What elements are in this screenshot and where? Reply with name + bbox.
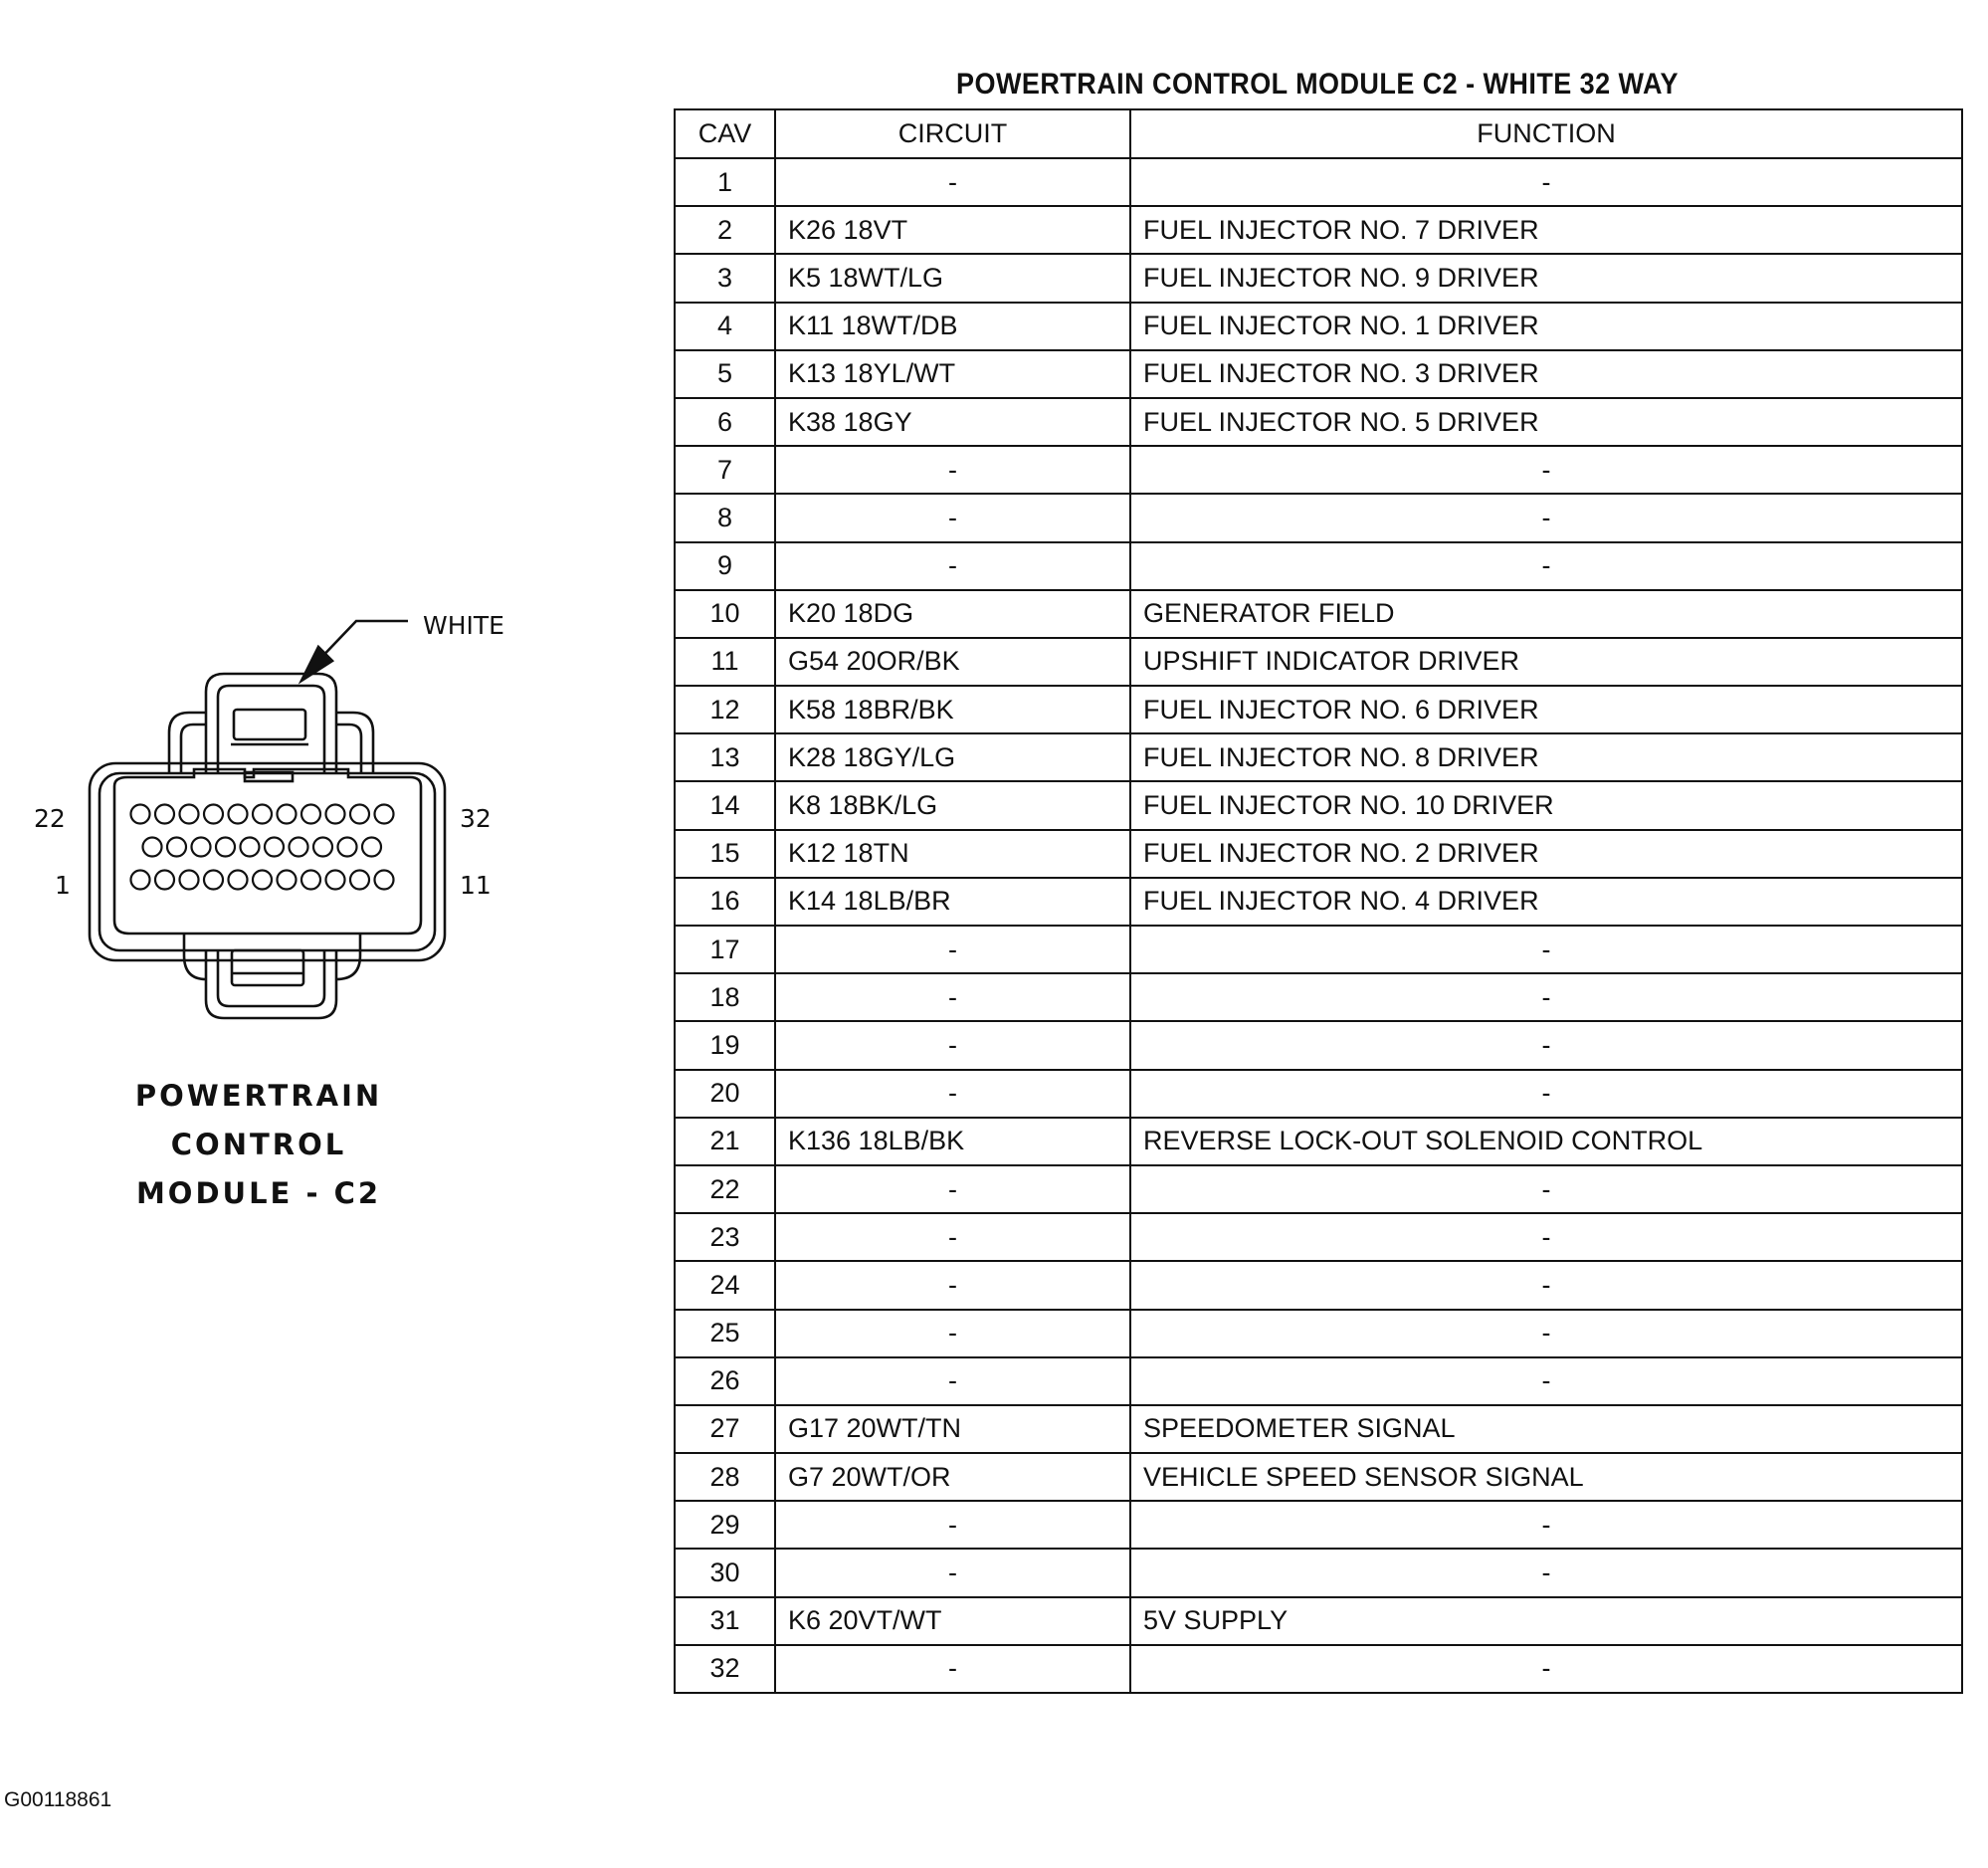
pinout-table — [674, 108, 1963, 1694]
table-row — [675, 398, 1962, 446]
table-row — [675, 973, 1962, 1021]
cav-cell: 25 — [675, 1310, 775, 1357]
table-row — [675, 542, 1962, 590]
function-cell: FUEL INJECTOR NO. 4 DRIVER — [1130, 878, 1962, 926]
cav-cell: 21 — [675, 1118, 775, 1165]
table-row — [675, 590, 1962, 638]
cav-cell: 11 — [675, 638, 775, 686]
table-header-row — [675, 109, 1962, 158]
circuit-cell: K11 18WT/DB — [775, 303, 1130, 350]
function-cell: - — [1130, 1261, 1962, 1309]
function-cell: - — [1130, 494, 1962, 541]
table-row — [675, 830, 1962, 878]
circuit-cell: - — [775, 1357, 1130, 1405]
function-cell: UPSHIFT INDICATOR DRIVER — [1130, 638, 1962, 686]
table-row — [675, 1357, 1962, 1405]
table-body — [675, 158, 1962, 1693]
cav-cell: 16 — [675, 878, 775, 926]
table-row — [675, 206, 1962, 254]
cav-cell: 10 — [675, 590, 775, 638]
circuit-cell: K14 18LB/BR — [775, 878, 1130, 926]
cav-cell: 9 — [675, 542, 775, 590]
cav-cell: 26 — [675, 1357, 775, 1405]
pin-label-top-right: 32 — [460, 804, 492, 833]
cav-cell: 17 — [675, 926, 775, 973]
circuit-cell: K136 18LB/BK — [775, 1118, 1130, 1165]
cav-cell: 19 — [675, 1021, 775, 1069]
circuit-cell: - — [775, 1501, 1130, 1549]
circuit-cell: - — [775, 1213, 1130, 1261]
cav-cell: 1 — [675, 158, 775, 206]
pin-label-bottom-right: 11 — [460, 871, 492, 900]
circuit-cell: K38 18GY — [775, 398, 1130, 446]
cav-cell: 8 — [675, 494, 775, 541]
circuit-cell: - — [775, 1261, 1130, 1309]
top-latch-window — [234, 710, 305, 739]
cav-cell: 14 — [675, 781, 775, 829]
circuit-cell: K13 18YL/WT — [775, 350, 1130, 398]
cav-cell: 15 — [675, 830, 775, 878]
cav-cell: 3 — [675, 254, 775, 302]
function-cell: FUEL INJECTOR NO. 6 DRIVER — [1130, 686, 1962, 733]
table-row — [675, 1165, 1962, 1213]
cav-cell: 18 — [675, 973, 775, 1021]
table-row — [675, 1645, 1962, 1693]
table-row — [675, 494, 1962, 541]
table-row — [675, 1021, 1962, 1069]
pin-label-top-left: 22 — [34, 804, 66, 833]
function-cell: FUEL INJECTOR NO. 7 DRIVER — [1130, 206, 1962, 254]
cav-cell: 30 — [675, 1549, 775, 1596]
function-cell: - — [1130, 542, 1962, 590]
table-row — [675, 1501, 1962, 1549]
function-cell: GENERATOR FIELD — [1130, 590, 1962, 638]
circuit-cell: - — [775, 1645, 1130, 1693]
function-cell: SPEEDOMETER SIGNAL — [1130, 1405, 1962, 1453]
cav-cell: 13 — [675, 733, 775, 781]
pin-cavities — [131, 805, 394, 890]
table-row — [675, 1070, 1962, 1118]
header-circuit: CIRCUIT — [775, 109, 1130, 158]
circuit-cell: - — [775, 446, 1130, 494]
cav-cell: 23 — [675, 1213, 775, 1261]
circuit-cell: G17 20WT/TN — [775, 1405, 1130, 1453]
function-cell: - — [1130, 1357, 1962, 1405]
caption-line-2: CONTROL — [170, 1128, 347, 1161]
function-cell: FUEL INJECTOR NO. 8 DRIVER — [1130, 733, 1962, 781]
cav-cell: 24 — [675, 1261, 775, 1309]
function-cell: - — [1130, 926, 1962, 973]
function-cell: - — [1130, 446, 1962, 494]
cav-cell: 20 — [675, 1070, 775, 1118]
function-cell: - — [1130, 1501, 1962, 1549]
table-row — [675, 254, 1962, 302]
cav-cell: 5 — [675, 350, 775, 398]
table-row — [675, 926, 1962, 973]
caption-line-1: POWERTRAIN — [134, 1079, 383, 1113]
table-row — [675, 1261, 1962, 1309]
function-cell: - — [1130, 1213, 1962, 1261]
function-cell: FUEL INJECTOR NO. 9 DRIVER — [1130, 254, 1962, 302]
circuit-cell: - — [775, 158, 1130, 206]
function-cell: REVERSE LOCK-OUT SOLENOID CONTROL — [1130, 1118, 1962, 1165]
function-cell: - — [1130, 1021, 1962, 1069]
cav-cell: 31 — [675, 1597, 775, 1645]
function-cell: - — [1130, 1165, 1962, 1213]
circuit-cell: K12 18TN — [775, 830, 1130, 878]
table-row — [675, 1453, 1962, 1501]
connector-color-label: WHITE — [423, 611, 504, 640]
cav-cell: 22 — [675, 1165, 775, 1213]
table-row — [675, 158, 1962, 206]
cav-cell: 4 — [675, 303, 775, 350]
table-row — [675, 1405, 1962, 1453]
circuit-cell: - — [775, 542, 1130, 590]
table-row — [675, 303, 1962, 350]
table-row — [675, 1118, 1962, 1165]
function-cell: FUEL INJECTOR NO. 5 DRIVER — [1130, 398, 1962, 446]
circuit-cell: K6 20VT/WT — [775, 1597, 1130, 1645]
circuit-cell: K20 18DG — [775, 590, 1130, 638]
function-cell: - — [1130, 1549, 1962, 1596]
circuit-cell: - — [775, 1070, 1130, 1118]
circuit-cell: K28 18GY/LG — [775, 733, 1130, 781]
table-row — [675, 350, 1962, 398]
cav-cell: 7 — [675, 446, 775, 494]
table-row — [675, 1310, 1962, 1357]
cav-cell: 27 — [675, 1405, 775, 1453]
circuit-cell: - — [775, 1165, 1130, 1213]
function-cell: 5V SUPPLY — [1130, 1597, 1962, 1645]
circuit-cell: G54 20OR/BK — [775, 638, 1130, 686]
caption-line-3: MODULE - C2 — [135, 1176, 382, 1210]
cav-cell: 12 — [675, 686, 775, 733]
circuit-cell: - — [775, 1549, 1130, 1596]
cav-cell: 2 — [675, 206, 775, 254]
table-row — [675, 1213, 1962, 1261]
table-row — [675, 446, 1962, 494]
function-cell: VEHICLE SPEED SENSOR SIGNAL — [1130, 1453, 1962, 1501]
header-function: FUNCTION — [1130, 109, 1962, 158]
circuit-cell: - — [775, 1021, 1130, 1069]
function-cell: FUEL INJECTOR NO. 3 DRIVER — [1130, 350, 1962, 398]
circuit-cell: - — [775, 926, 1130, 973]
circuit-cell: - — [775, 1310, 1130, 1357]
circuit-cell: K58 18BR/BK — [775, 686, 1130, 733]
cav-cell: 32 — [675, 1645, 775, 1693]
circuit-cell: - — [775, 973, 1130, 1021]
table-row — [675, 638, 1962, 686]
figure-id: G00118861 — [4, 1788, 112, 1811]
header-cav: CAV — [675, 109, 775, 158]
circuit-cell: - — [775, 494, 1130, 541]
function-cell: FUEL INJECTOR NO. 10 DRIVER — [1130, 781, 1962, 829]
bottom-latch-window — [232, 950, 303, 985]
function-cell: - — [1130, 158, 1962, 206]
cav-cell: 6 — [675, 398, 775, 446]
table-title: POWERTRAIN CONTROL MODULE C2 - WHITE 32 WAY — [956, 68, 1679, 101]
circuit-cell: K26 18VT — [775, 206, 1130, 254]
table-row — [675, 733, 1962, 781]
circuit-cell: K8 18BK/LG — [775, 781, 1130, 829]
table-row — [675, 686, 1962, 733]
top-latch — [206, 674, 336, 772]
circuit-cell: K5 18WT/LG — [775, 254, 1130, 302]
table-row — [675, 1549, 1962, 1596]
table-row — [675, 781, 1962, 829]
cav-cell: 29 — [675, 1501, 775, 1549]
circuit-cell: G7 20WT/OR — [775, 1453, 1130, 1501]
function-cell: - — [1130, 1310, 1962, 1357]
module-caption — [129, 1072, 388, 1218]
connector-diagram — [0, 0, 517, 1065]
function-cell: FUEL INJECTOR NO. 2 DRIVER — [1130, 830, 1962, 878]
function-cell: - — [1130, 1645, 1962, 1693]
function-cell: - — [1130, 973, 1962, 1021]
pin-label-bottom-left: 1 — [55, 871, 71, 900]
function-cell: - — [1130, 1070, 1962, 1118]
function-cell: FUEL INJECTOR NO. 1 DRIVER — [1130, 303, 1962, 350]
table-row — [675, 1597, 1962, 1645]
connector-body — [90, 763, 445, 960]
cav-cell: 28 — [675, 1453, 775, 1501]
table-row — [675, 878, 1962, 926]
